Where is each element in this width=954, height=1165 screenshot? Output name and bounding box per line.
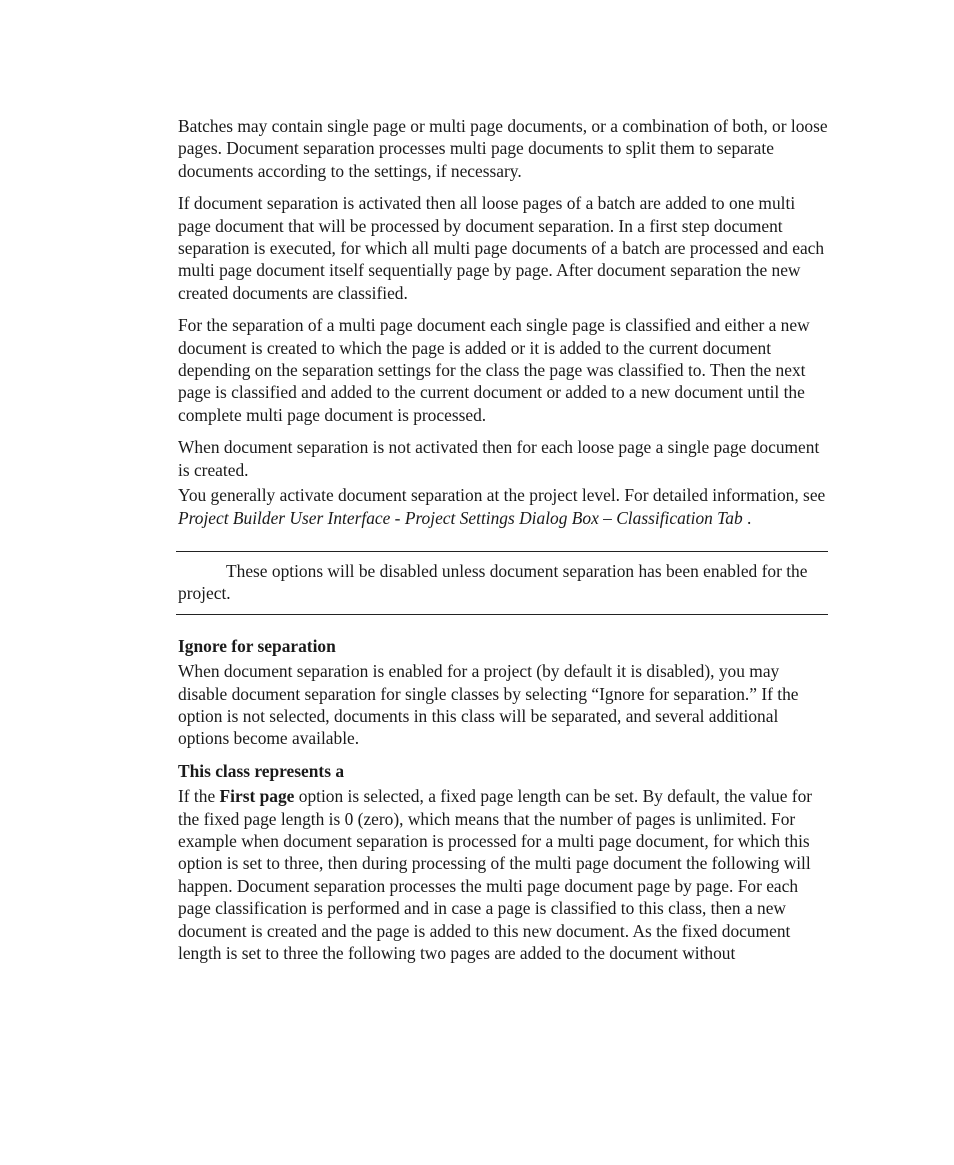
represents-body-prefix: If the <box>178 786 220 807</box>
ignore-for-separation-body: When document separation is enabled for a project (by default it is disabled), you may disable document separation for single classes by selecting “Ignore for separation.” If the option is not selected, documents in this class will be separated, and several additional options become available. <box>178 661 799 749</box>
intro-paragraph-3: For the separation of a multi page document each single page is classified and either a new document is created to which the page is added or it is added to the current document depending on the separation settings for the class the page was classified to. Then the next page is classified and added to the current document or added to a new document until the complete multi page document is processed. <box>178 315 810 425</box>
note-box <box>176 551 828 615</box>
class-represents-body <box>178 785 828 964</box>
intro-paragraph-5 <box>178 484 828 529</box>
first-page-option-label: First page <box>219 786 295 807</box>
page-content <box>178 115 828 974</box>
note-text: These options will be disabled unless document separation has been enabled for the project. <box>178 560 808 604</box>
reference-end-text: . <box>742 507 752 528</box>
intro-paragraph-1: Batches may contain single page or multi page documents, or a combination of both, or loose pages. Document separation processes multi page documents to split them to separate documents according to the settings, if necessary. <box>178 116 828 181</box>
ignore-for-separation-heading: Ignore for separation <box>178 635 336 656</box>
represents-body-rest: option is selected, a fixed page length can be set. By default, the value for the fixed page length is 0 (zero), which means that the number of pages is unlimited. For example when document separation is processed for a multi page document, for which this option is set to three, then during processing of the multi page document the following will happen. Document separation processes the multi page document page by page. For each page classification is performed and in case a page is classified to this class, then a new document is created and the page is added to this new document. As the fixed document length is set to three the following two pages are added to the document without <box>178 786 813 963</box>
cross-reference-link[interactable]: Project Builder User Interface - Project Settings Dialog Box – Classification Tab <box>178 507 743 528</box>
intro-paragraph-4: When document separation is not activated then for each loose page a single page document is created. <box>178 437 820 480</box>
intro-paragraph-2: If document separation is activated then all loose pages of a batch are added to one multi page document that will be processed by document separation. In a first step document separation is executed, for which all multi page documents of a batch are processed and each multi page document itself sequentially page by page. After document separation the new created documents are classified. <box>178 193 825 303</box>
reference-lead-text: You generally activate document separation at the project level. For detailed information, see <box>178 485 826 506</box>
class-represents-heading: This class represents a <box>178 760 345 781</box>
